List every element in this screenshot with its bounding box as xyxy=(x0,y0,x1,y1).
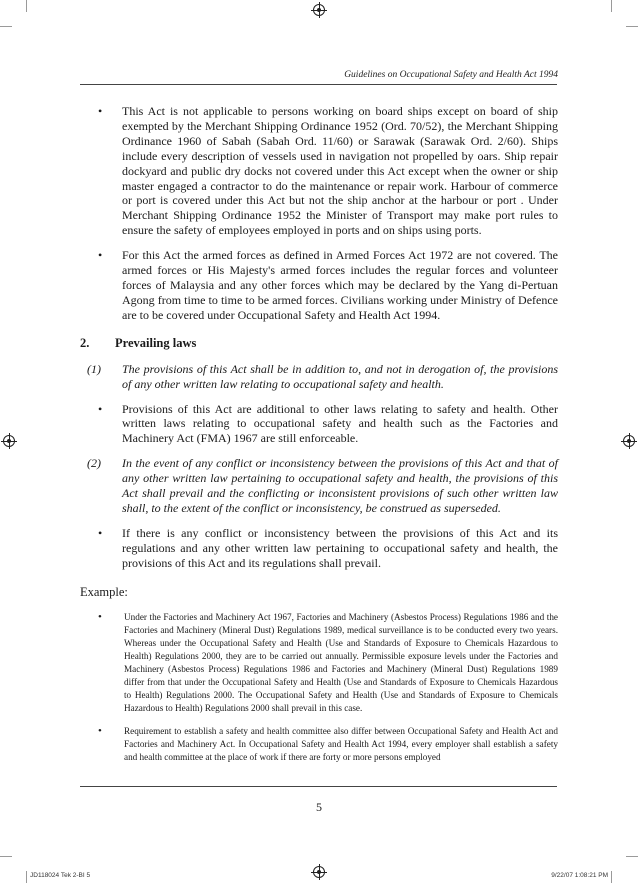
list-item xyxy=(80,402,558,447)
list-item xyxy=(80,248,558,323)
page-body xyxy=(80,104,558,764)
list-item xyxy=(80,611,558,715)
section-heading xyxy=(80,336,558,351)
list-item xyxy=(80,104,558,238)
bullet-icon xyxy=(80,526,122,571)
print-slug-right: 9/22/07 1:08:21 PM xyxy=(551,872,608,879)
subsection-number: (2) xyxy=(87,456,101,471)
bullet-text: This Act is not applicable to persons working on board ships except on board of ship exempted by the Merchant Shipping Ordinance 1952 (Ord. 70/52), the Merchant Shipping Ordinance 1960 of Sabah (Sabah Ord. 11/60) or Sarawak (Sarawak Ord. 2/60). Ships include every description of vessels used in navigation not propelled by oars. Ship repair dockyard and public dry docks not covered under this Act except when the owner or ship master engaged a contractor to do the maintenance or repair work. Harbour of commerce or port is covered under this Act but not the ship anchor at the harbour or port . Under Merchant Shipping Ordinance 1952 the Minister of Transport may make port rules to ensure the safety of employees employed in ports and on ships using ports. xyxy=(122,104,558,238)
running-header: Guidelines on Occupational Safety and Health Act 1994 xyxy=(344,70,558,80)
bullet-icon xyxy=(80,725,124,764)
example-label: Example: xyxy=(80,584,128,599)
crop-mark xyxy=(0,26,12,27)
crop-mark xyxy=(626,26,638,27)
page-number: 5 xyxy=(316,800,322,814)
subsection-text: In the event of any conflict or inconsistency between the provisions of this Act and that of any other written law pertaining to occupational safety and health, the provisions of this Act shall prevail and the conflicting or inconsistent provisions of such other written law shall, to the extent of the conflict or inconsistency, be construed as superseded. xyxy=(122,456,558,515)
crop-mark xyxy=(26,871,27,883)
print-slug-left: JD118024 Tek 2-BI 5 xyxy=(30,872,91,879)
crop-mark xyxy=(611,0,612,12)
crop-mark xyxy=(0,856,12,857)
bullet-text: Under the Factories and Machinery Act 1967, Factories and Machinery (Asbestos Process) Regulations 1986 and the Factories and Machinery (Mineral Dust) Regulations 1989, medical surveillance is to be conducted every two years. Whereas under the Occupational Safety and Health (Use and Standards of Exposure to Chemicals Hazardous to Health) Regulations 2000, they are to be carried out annually. Permissible exposure levels under the Factories and Machinery (Asbestos Process) Regulations 1986 and Factories and Machinery (Mineral Dust) Regulations 1989 differ from that under the Occupational Safety and Health (Use and Standards of Exposure to Chemicals Hazardous to Health) Regulations 2000. The Occupational Safety and Health (Use and Standards of Exposure to Chemicals Hazardous to Health) Regulations 2000 shall prevail in this case. xyxy=(124,611,558,713)
crop-mark xyxy=(626,856,638,857)
list-item xyxy=(80,526,558,571)
registration-mark-icon xyxy=(623,435,635,447)
bullet-icon xyxy=(80,402,122,447)
registration-mark-icon xyxy=(3,435,15,447)
section-number: 2. xyxy=(80,335,90,350)
bullet-icon xyxy=(80,104,122,238)
subsection-text: The provisions of this Act shall be in addition to, and not in derogation of, the provisions of any other written law relating to occupational safety and health. xyxy=(122,361,558,391)
registration-mark-icon xyxy=(313,866,325,878)
section-title: Prevailing laws xyxy=(115,335,197,350)
crop-mark xyxy=(26,0,27,12)
list-item xyxy=(80,725,558,764)
bullet-icon xyxy=(80,248,122,323)
bullet-text: Provisions of this Act are additional to other laws relating to safety and health. Other written laws relating to occupational safety and health such as the Factories and Machinery Act (FMA) 1967 are still enforceable. xyxy=(122,401,558,446)
bullet-text: For this Act the armed forces as defined in Armed Forces Act 1972 are not covered. The armed forces or His Majesty's armed forces includes the regular forces and volunteer forces of Malaysia and any other forces which may be declared by the Yang di-Pertuan Agong from time to time to be armed forces. Civilians working under Ministry of Defence are to be covered under Occupational Safety and Health Act 1994. xyxy=(122,248,558,322)
registration-mark-icon xyxy=(313,4,325,16)
bullet-text: Requirement to establish a safety and health committee also differ between Occupational Safety and Health Act and Factories and Machinery Act. In Occupational Safety and Health Act 1994, every employer shall establish a safety and health committee at the place of work if there are forty or more persons employed xyxy=(124,725,558,762)
crop-mark xyxy=(611,871,612,883)
subsection-number: (1) xyxy=(87,361,101,376)
footer-divider xyxy=(80,786,557,787)
bullet-icon xyxy=(80,611,124,715)
subsection xyxy=(80,362,558,392)
header-divider xyxy=(80,84,557,85)
subsection xyxy=(80,456,558,516)
bullet-text: If there is any conflict or inconsistency between the provisions of this Act and its regulations and any other written law pertaining to occupational safety and health, the provisions of this Act and its regulations shall prevail. xyxy=(122,525,558,570)
